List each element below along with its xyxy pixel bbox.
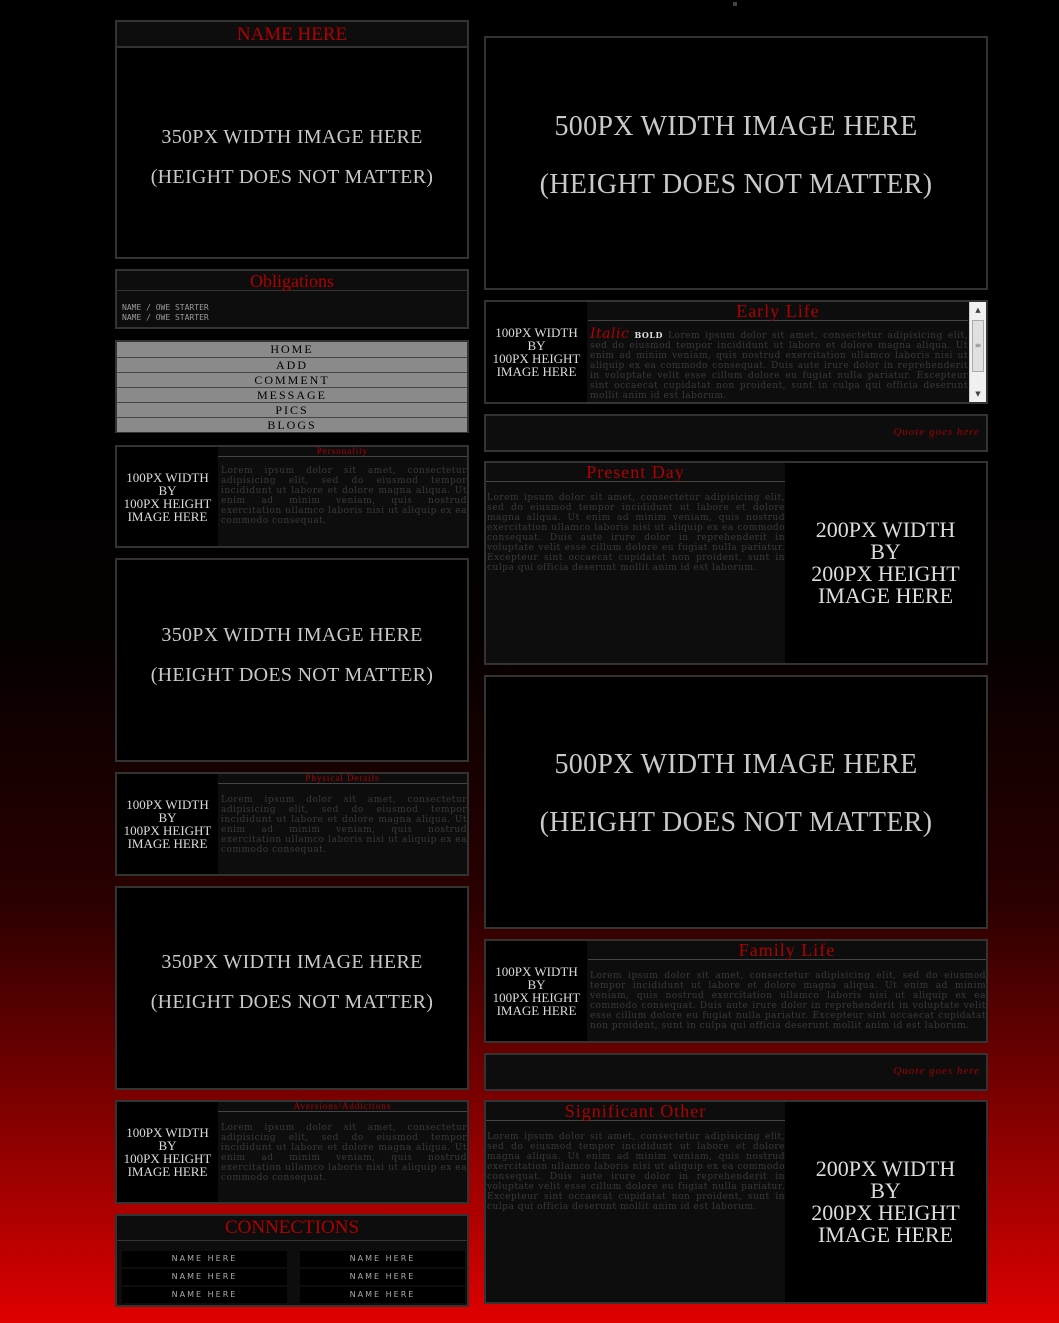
image-3-line2: (HEIGHT DOES NOT MATTER): [150, 991, 434, 1013]
name-title-bar: [117, 22, 467, 48]
physical-image-placeholder: [117, 774, 218, 874]
img-caption: IMAGE HERE: [817, 1222, 954, 1247]
connections-grid: [117, 1241, 467, 1303]
aversions-panel: [115, 1100, 469, 1204]
image-panel-3: [115, 886, 469, 1090]
img-caption: 200PX HEIGHT: [811, 1200, 960, 1225]
early-life-text: [588, 321, 968, 401]
connection-name[interactable]: NAME HERE: [122, 1269, 287, 1285]
physical-title: Physical Details: [218, 774, 467, 784]
image-3-placeholder: [117, 942, 467, 1022]
significant-other-content: [486, 1102, 785, 1302]
family-life-image-placeholder: [486, 941, 587, 1041]
img-caption: IMAGE HERE: [127, 508, 208, 524]
aversions-title: Aversions/Addictions: [218, 1102, 467, 1112]
significant-other-text: Lorem ipsum dolor sit amet, consectetur adipisicing elit, sed do eiusmod tempor incididunt ut labore et dolore magna aliqua. Ut enim ad minim veniam, quis nostrud exercitation ullamco laboris nisi ut aliquip ex ea commodo consequat. Duis aute irure dolor in reprehenderit in voluptate velit esse cillum dolore eu fugiat nulla pariatur. Excepteur sint occaecat cupidatat non proident, sunt in culpa qui officia deserunt mollit anim id est laborum.: [487, 1132, 785, 1212]
quote-panel-2: [484, 1053, 988, 1091]
quote-panel-1: [484, 414, 988, 452]
right-image-2-line2: (HEIGHT DOES NOT MATTER): [539, 807, 933, 838]
img-caption: 100PX WIDTH: [126, 1125, 209, 1140]
image-2-placeholder: [117, 615, 467, 695]
aversions-text: Lorem ipsum dolor sit amet, consectetur adipisicing elit, sed do eiusmod tempor incididunt ut labore et dolore magna aliqua. Ut enim ad minim veniam, quis nostrud exercitation ullamco laboris nisi ut aliquip ex ea commodo consequat.: [221, 1123, 467, 1183]
aversions-content: [218, 1102, 467, 1202]
img-caption: 200PX WIDTH: [815, 517, 956, 542]
img-caption: IMAGE HERE: [496, 1003, 577, 1018]
scroll-thumb[interactable]: ≡: [972, 320, 984, 372]
img-caption: 100PX HEIGHT: [123, 1151, 212, 1166]
img-caption: IMAGE HERE: [817, 583, 954, 608]
family-life-panel: [484, 939, 988, 1043]
early-life-body: Lorem ipsum dolor sit amet, consectetur adipisicing elit, sed do eiusmod tempor incididunt ut labore et dolore magna aliqua. Ut enim ad minim veniam, quis nostrud exercitation ullamco laboris nisi ut aliquip ex ea commodo consequat. Duis aute irure dolor in reprehenderit in voluptate velit esse cillum dolore eu fugiat nulla pariatur. Excepteur sint occaecat cupidatat non proident, sunt in culpa qui officia deserunt mollit anim id est laborum.: [590, 331, 968, 401]
nav-menu: [115, 340, 469, 433]
quote-1-text: Quote goes here: [893, 426, 980, 438]
image-3-line1: 350PX WIDTH IMAGE HERE: [161, 951, 423, 973]
early-life-panel: [484, 300, 988, 404]
present-day-panel: [484, 461, 988, 665]
right-image-panel-1: [484, 36, 988, 290]
significant-other-panel: [484, 1100, 988, 1304]
right-image-2-line1: 500PX WIDTH IMAGE HERE: [554, 749, 918, 780]
nav-message-button[interactable]: MESSAGE: [117, 387, 467, 402]
right-image-1-line2: (HEIGHT DOES NOT MATTER): [539, 169, 933, 200]
img-caption: IMAGE HERE: [496, 364, 577, 379]
connection-name[interactable]: NAME HERE: [300, 1269, 465, 1285]
img-caption: IMAGE HERE: [127, 836, 208, 851]
personality-title: Personality: [218, 447, 467, 457]
right-image-1-placeholder: [486, 98, 986, 214]
connection-name[interactable]: NAME HERE: [122, 1251, 287, 1267]
family-life-text: Lorem ipsum dolor sit amet, consectetur adipisicing elit, sed do eiusmod tempor incididunt ut labore et dolore magna aliqua. Ut enim ad minim veniam, quis nostrud exercitation ullamco laboris nisi ut aliquip ex ea commodo consequat. Duis aute irure dolor in reprehenderit in voluptate velit esse cillum dolore eu fugiat nulla pariatur. Excepteur sint occaecat cupidatat non proident, sunt in culpa qui officia deserunt mollit anim id est laborum.: [590, 971, 986, 1031]
aversions-image-placeholder: [117, 1102, 218, 1202]
significant-other-title: Significant Other: [486, 1102, 785, 1121]
img-caption: 100PX HEIGHT: [492, 990, 581, 1005]
present-day-text: Lorem ipsum dolor sit amet, consectetur adipisicing elit, sed do eiusmod tempor incididunt ut labore et dolore magna aliqua. Ut enim ad minim veniam, quis nostrud exercitation ullamco laboris nisi ut aliquip ex ea commodo consequat. Duis aute irure dolor in reprehenderit in voluptate velit esse cillum dolore eu fugiat nulla pariatur. Excepteur sint occaecat cupidatat non proident, sunt in culpa qui officia deserunt mollit anim id est laborum.: [487, 493, 785, 573]
nav-home-button[interactable]: HOME: [117, 342, 467, 357]
obligations-panel: [115, 269, 469, 329]
family-life-title: Family Life: [588, 941, 986, 960]
img-caption: BY: [158, 810, 177, 825]
img-caption: 100PX WIDTH: [495, 325, 578, 340]
obligation-item[interactable]: NAME / OWE STARTER: [122, 313, 209, 322]
obligations-title: Obligations: [117, 271, 467, 291]
quote-2-text: Quote goes here: [893, 1065, 980, 1077]
early-life-italic: Italic: [590, 326, 630, 342]
physical-content: [218, 774, 467, 874]
early-life-scrollbar[interactable]: [969, 302, 986, 402]
early-life-content: [588, 302, 968, 402]
connections-title: CONNECTIONS: [117, 1216, 467, 1241]
main-image-placeholder: [117, 117, 467, 197]
nav-add-button[interactable]: ADD: [117, 357, 467, 372]
present-day-image-placeholder: [785, 463, 986, 663]
right-image-panel-2: [484, 675, 988, 929]
img-caption: 100PX WIDTH: [495, 964, 578, 979]
present-day-title: Present Day: [486, 463, 785, 482]
personality-panel: [115, 445, 469, 548]
personality-image-placeholder: [117, 447, 218, 546]
physical-panel: [115, 772, 469, 876]
nav-pics-button[interactable]: PICS: [117, 402, 467, 417]
image-2-line1: 350PX WIDTH IMAGE HERE: [161, 624, 423, 646]
img-caption: 100PX HEIGHT: [123, 823, 212, 838]
img-caption: 100PX WIDTH: [126, 469, 209, 485]
main-image-line2: (HEIGHT DOES NOT MATTER): [150, 166, 434, 188]
connection-name[interactable]: NAME HERE: [300, 1251, 465, 1267]
right-image-2-placeholder: [486, 736, 986, 852]
personality-text: Lorem ipsum dolor sit amet, consectetur adipisicing elit, sed do eiusmod tempor incididunt ut labore et dolore magna aliqua. Ut enim ad minim veniam, quis nostrud exercitation ullamco laboris nisi ut aliquip ex ea commodo consequat.: [221, 466, 467, 526]
img-caption: 100PX HEIGHT: [492, 351, 581, 366]
img-caption: BY: [158, 482, 177, 498]
img-caption: 200PX WIDTH: [815, 1156, 956, 1181]
personality-content: [218, 447, 467, 546]
early-life-title: Early Life: [588, 302, 968, 321]
main-image-line1: 350PX WIDTH IMAGE HERE: [161, 126, 423, 148]
family-life-content: [588, 941, 986, 1041]
connections-panel: [115, 1214, 469, 1307]
early-life-image-placeholder: [486, 302, 587, 402]
image-panel-2: [115, 558, 469, 762]
nav-comment-button[interactable]: COMMENT: [117, 372, 467, 387]
nav-blogs-button[interactable]: BLOGS: [117, 417, 467, 432]
name-title: NAME HERE: [236, 24, 348, 45]
right-image-1-line1: 500PX WIDTH IMAGE HERE: [554, 111, 918, 142]
img-caption: 200PX HEIGHT: [811, 561, 960, 586]
significant-other-image-placeholder: [785, 1102, 986, 1302]
scroll-up-arrow-icon[interactable]: ▲: [975, 306, 981, 314]
image-2-line2: (HEIGHT DOES NOT MATTER): [150, 664, 434, 686]
present-day-content: [486, 463, 785, 663]
img-caption: BY: [527, 977, 546, 992]
top-dot: [733, 2, 737, 6]
img-caption: 100PX HEIGHT: [123, 495, 212, 511]
img-caption: BY: [870, 1178, 901, 1203]
early-life-bold: BOLD: [634, 330, 663, 340]
img-caption: BY: [158, 1138, 177, 1153]
physical-text: Lorem ipsum dolor sit amet, consectetur adipisicing elit, sed do eiusmod tempor incididunt ut labore et dolore magna aliqua. Ut enim ad minim veniam, quis nostrud exercitation ullamco laboris nisi ut aliquip ex ea commodo consequat.: [221, 795, 467, 855]
connection-name[interactable]: NAME HERE: [300, 1287, 465, 1303]
img-caption: BY: [527, 338, 546, 353]
img-caption: 100PX WIDTH: [126, 797, 209, 812]
scroll-down-arrow-icon[interactable]: ▼: [975, 390, 981, 398]
name-panel: [115, 20, 469, 259]
img-caption: BY: [870, 539, 901, 564]
img-caption: IMAGE HERE: [127, 1164, 208, 1179]
obligation-item[interactable]: NAME / OWE STARTER: [122, 303, 209, 312]
connection-name[interactable]: NAME HERE: [122, 1287, 287, 1303]
obligations-list: [117, 291, 467, 323]
